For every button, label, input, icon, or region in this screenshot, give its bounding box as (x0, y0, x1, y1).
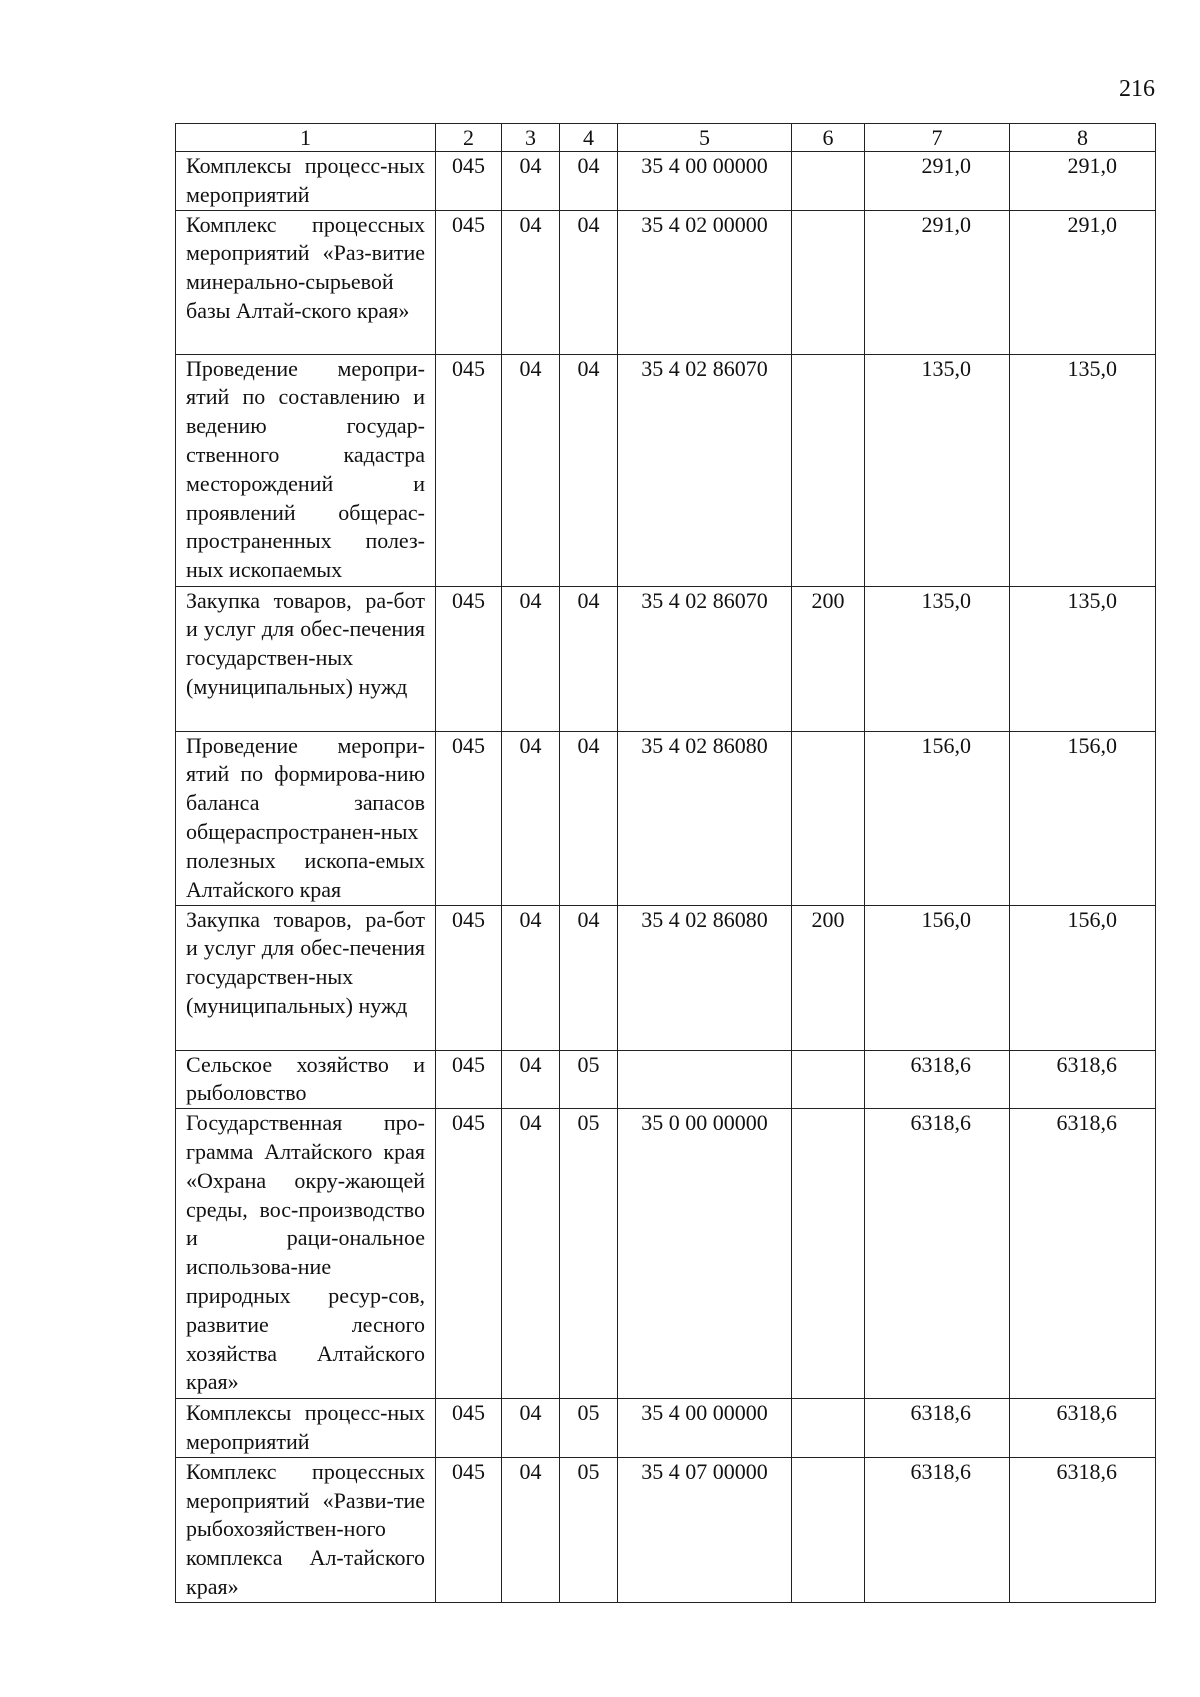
row-name: Проведение меропри-ятий по формирова-нию баланса запасов общераспространен-ных полезных ископа-емых Алтайского края (176, 731, 436, 905)
header-cell-6: 6 (792, 124, 865, 152)
row-amount-1: 6318,6 (865, 1050, 1010, 1109)
row-amount-2: 6318,6 (1010, 1399, 1156, 1458)
row-amount-1: 291,0 (865, 152, 1010, 211)
row-amount-1: 6318,6 (865, 1109, 1010, 1399)
table-row (176, 1109, 1156, 1399)
row-target-code: 35 4 00 00000 (618, 1399, 792, 1458)
row-name: Закупка товаров, ра-бот и услуг для обес-печения государствен-ных (муниципальных) нужд (176, 905, 436, 1050)
row-section: 04 (502, 1109, 560, 1399)
row-section: 04 (502, 1457, 560, 1602)
row-expense-type (792, 152, 865, 211)
row-admin-code: 045 (436, 586, 502, 731)
row-admin-code: 045 (436, 1050, 502, 1109)
table-row (176, 152, 1156, 211)
table-row (176, 210, 1156, 354)
row-amount-2: 156,0 (1010, 731, 1156, 905)
row-expense-type (792, 731, 865, 905)
row-expense-type: 200 (792, 586, 865, 731)
page-number: 216 (1119, 76, 1155, 102)
row-admin-code: 045 (436, 731, 502, 905)
budget-table (175, 123, 1156, 1603)
row-amount-2: 156,0 (1010, 905, 1156, 1050)
row-name: Сельское хозяйство и рыболовство (176, 1050, 436, 1109)
header-cell-4: 4 (560, 124, 618, 152)
row-expense-type: 200 (792, 905, 865, 1050)
row-name: Проведение меропри-ятий по составлению и ведению государ-ственного кадастра месторождений и проявлений общерас-пространенных полез-ных ископаемых (176, 354, 436, 586)
row-amount-1: 135,0 (865, 354, 1010, 586)
row-target-code: 35 0 00 00000 (618, 1109, 792, 1399)
table-row (176, 354, 1156, 586)
row-subsection: 05 (560, 1109, 618, 1399)
row-admin-code: 045 (436, 905, 502, 1050)
row-section: 04 (502, 152, 560, 211)
row-name: Закупка товаров, ра-бот и услуг для обес-печения государствен-ных (муниципальных) нужд (176, 586, 436, 731)
row-name: Комплекс процессных мероприятий «Разви-тие рыбохозяйствен-ного комплекса Ал-тайского края» (176, 1457, 436, 1602)
row-target-code: 35 4 00 00000 (618, 152, 792, 211)
row-subsection: 05 (560, 1399, 618, 1458)
row-target-code: 35 4 02 86070 (618, 586, 792, 731)
row-section: 04 (502, 905, 560, 1050)
row-name: Комплекс процессных мероприятий «Раз-витие минерально-сырьевой базы Алтай-ского края» (176, 210, 436, 354)
row-admin-code: 045 (436, 354, 502, 586)
row-section: 04 (502, 354, 560, 586)
row-amount-1: 156,0 (865, 905, 1010, 1050)
row-amount-1: 291,0 (865, 210, 1010, 354)
row-admin-code: 045 (436, 210, 502, 354)
row-subsection: 04 (560, 354, 618, 586)
table-row (176, 905, 1156, 1050)
row-expense-type (792, 1109, 865, 1399)
header-cell-1: 1 (176, 124, 436, 152)
row-admin-code: 045 (436, 1399, 502, 1458)
row-admin-code: 045 (436, 1109, 502, 1399)
row-section: 04 (502, 586, 560, 731)
row-subsection: 04 (560, 586, 618, 731)
row-amount-2: 6318,6 (1010, 1109, 1156, 1399)
row-target-code: 35 4 02 86070 (618, 354, 792, 586)
row-admin-code: 045 (436, 152, 502, 211)
row-name: Государственная про-грамма Алтайского края «Охрана окру-жающей среды, вос-производство и раци-ональное использова-ние природных ресур-сов, развитие лесного хозяйства Алтайского края» (176, 1109, 436, 1399)
row-section: 04 (502, 1050, 560, 1109)
table-row (176, 1457, 1156, 1602)
table-row (176, 1050, 1156, 1109)
row-amount-2: 135,0 (1010, 354, 1156, 586)
row-name: Комплексы процесс-ных мероприятий (176, 1399, 436, 1458)
row-admin-code: 045 (436, 1457, 502, 1602)
row-amount-1: 6318,6 (865, 1457, 1010, 1602)
row-section: 04 (502, 1399, 560, 1458)
row-subsection: 04 (560, 152, 618, 211)
row-subsection: 05 (560, 1050, 618, 1109)
row-amount-2: 6318,6 (1010, 1050, 1156, 1109)
row-amount-2: 291,0 (1010, 152, 1156, 211)
row-target-code (618, 1050, 792, 1109)
row-amount-2: 6318,6 (1010, 1457, 1156, 1602)
header-row (176, 124, 1156, 152)
row-amount-1: 6318,6 (865, 1399, 1010, 1458)
header-cell-2: 2 (436, 124, 502, 152)
row-expense-type (792, 210, 865, 354)
row-subsection: 04 (560, 210, 618, 354)
row-section: 04 (502, 210, 560, 354)
row-target-code: 35 4 02 86080 (618, 905, 792, 1050)
row-subsection: 04 (560, 731, 618, 905)
row-target-code: 35 4 07 00000 (618, 1457, 792, 1602)
header-cell-3: 3 (502, 124, 560, 152)
row-subsection: 05 (560, 1457, 618, 1602)
table-row (176, 731, 1156, 905)
row-amount-2: 135,0 (1010, 586, 1156, 731)
header-cell-7: 7 (865, 124, 1010, 152)
row-expense-type (792, 1399, 865, 1458)
row-name: Комплексы процесс-ных мероприятий (176, 152, 436, 211)
table-row (176, 586, 1156, 731)
header-cell-5: 5 (618, 124, 792, 152)
row-expense-type (792, 1050, 865, 1109)
row-expense-type (792, 1457, 865, 1602)
row-amount-1: 156,0 (865, 731, 1010, 905)
row-target-code: 35 4 02 00000 (618, 210, 792, 354)
row-target-code: 35 4 02 86080 (618, 731, 792, 905)
row-expense-type (792, 354, 865, 586)
header-cell-8: 8 (1010, 124, 1156, 152)
row-amount-1: 135,0 (865, 586, 1010, 731)
row-subsection: 04 (560, 905, 618, 1050)
row-amount-2: 291,0 (1010, 210, 1156, 354)
table-row (176, 1399, 1156, 1458)
row-section: 04 (502, 731, 560, 905)
